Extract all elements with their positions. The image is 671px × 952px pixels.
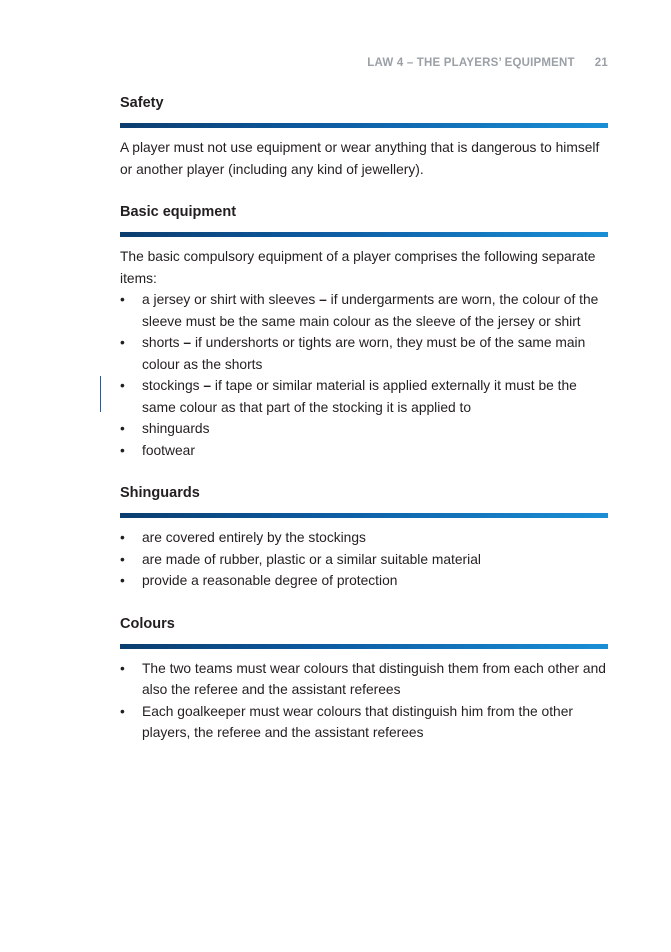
bullet-icon: • bbox=[120, 421, 125, 436]
section-rule bbox=[120, 232, 608, 237]
section-rule bbox=[120, 123, 608, 128]
section-title-colours: Colours bbox=[120, 615, 175, 632]
item-text: are covered entirely by the stockings bbox=[142, 530, 366, 545]
basic-equipment-list bbox=[120, 289, 608, 461]
item-rest: if undershorts or tights are worn, they must be of the same main colour as the shorts bbox=[142, 335, 586, 372]
list-item bbox=[120, 527, 608, 549]
bullet-icon: • bbox=[120, 703, 125, 719]
running-header bbox=[367, 57, 608, 69]
page-number: 21 bbox=[594, 57, 608, 69]
bullet-icon: • bbox=[120, 335, 125, 350]
running-header-title: LAW 4 – THE PLAYERS’ EQUIPMENT bbox=[367, 57, 575, 69]
bullet-icon: • bbox=[120, 551, 125, 567]
section-colours bbox=[120, 614, 608, 744]
colours-list bbox=[120, 658, 608, 744]
bullet-icon: • bbox=[120, 573, 125, 588]
section-basic-equipment bbox=[120, 202, 608, 461]
item-text: Each goalkeeper must wear colours that distinguish him from the other players, the referee and the assistant referees bbox=[142, 703, 573, 740]
section-rule bbox=[120, 513, 608, 518]
item-lead: footwear bbox=[142, 442, 195, 458]
item-lead: a jersey or shirt with sleeves bbox=[142, 292, 316, 307]
list-item bbox=[120, 549, 608, 571]
item-text: are made of rubber, plastic or a similar suitable material bbox=[142, 551, 481, 567]
safety-text: A player must not use equipment or wear anything that is dangerous to himself or another player (including any kind of jewellery). bbox=[120, 140, 600, 177]
shinguards-list bbox=[120, 527, 608, 592]
item-lead: stockings bbox=[142, 378, 200, 393]
change-bar bbox=[100, 376, 101, 412]
item-dash: – bbox=[203, 378, 212, 393]
basic-equipment-intro: The basic compulsory equipment of a player comprises the following separate items: bbox=[120, 249, 596, 286]
item-lead: shinguards bbox=[142, 421, 210, 436]
bullet-icon: • bbox=[120, 530, 125, 545]
item-dash: – bbox=[319, 292, 327, 307]
list-item bbox=[120, 332, 608, 375]
section-rule bbox=[120, 644, 608, 649]
item-lead: shorts bbox=[142, 335, 180, 350]
bullet-icon: • bbox=[120, 442, 125, 458]
list-item bbox=[120, 289, 608, 332]
section-title-safety: Safety bbox=[120, 95, 164, 111]
item-rest: if tape or similar material is applied externally it must be the same colour as that part of the stocking it is applied to bbox=[142, 378, 577, 415]
section-shinguards bbox=[120, 483, 608, 592]
list-item bbox=[120, 440, 608, 462]
list-item bbox=[120, 701, 608, 744]
page-content bbox=[120, 93, 608, 744]
bullet-icon: • bbox=[120, 378, 125, 393]
list-item bbox=[120, 375, 608, 418]
item-dash: – bbox=[183, 335, 192, 350]
list-item bbox=[120, 418, 608, 440]
item-text: provide a reasonable degree of protection bbox=[142, 573, 398, 588]
list-item bbox=[120, 570, 608, 592]
section-safety bbox=[120, 93, 608, 180]
section-title-basic-equipment: Basic equipment bbox=[120, 204, 237, 220]
list-item bbox=[120, 658, 608, 701]
bullet-icon: • bbox=[120, 660, 125, 676]
bullet-icon: • bbox=[120, 292, 125, 307]
section-title-shinguards: Shinguards bbox=[120, 485, 200, 501]
item-rest: if undergarments are worn, the colour of the sleeve must be the same main colour as the sleeve of the jersey or shirt bbox=[142, 292, 599, 329]
item-text: The two teams must wear colours that distinguish them from each other and also the referee and the assistant referees bbox=[142, 660, 606, 697]
